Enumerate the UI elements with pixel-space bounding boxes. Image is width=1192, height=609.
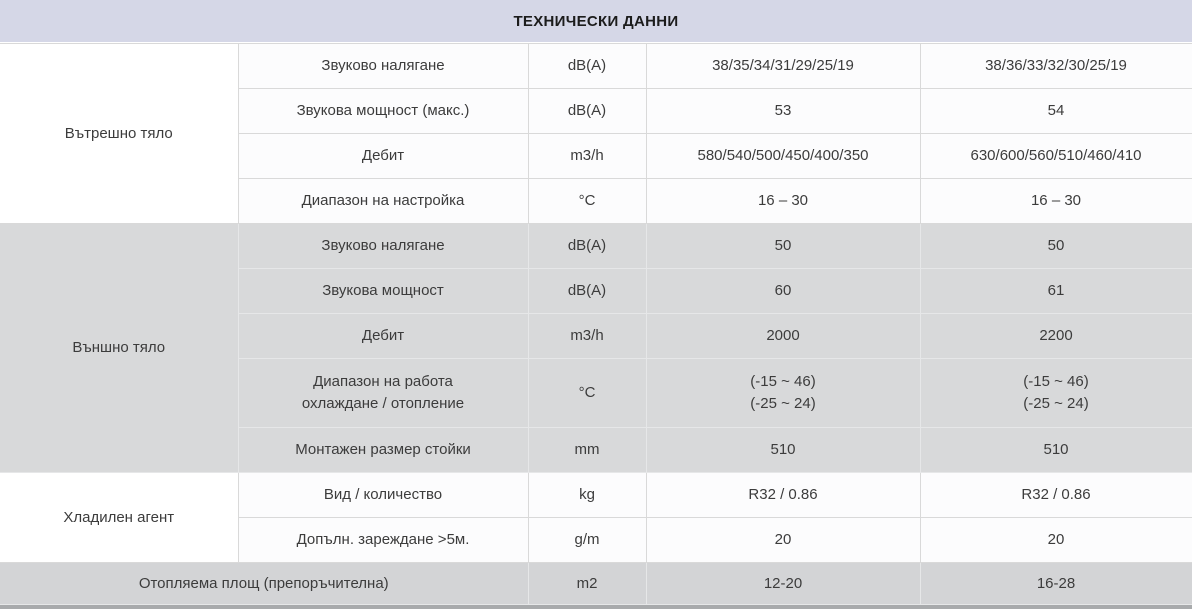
param-cell: Диапазон на настройка <box>238 179 528 224</box>
value1-cell: 60 <box>646 269 920 314</box>
value1-cell: 38/35/34/31/29/25/19 <box>646 44 920 89</box>
value2-cell: 20 <box>920 518 1192 563</box>
value2-cell: R32 / 0.86 <box>920 473 1192 518</box>
unit-cell: dB(A) <box>528 89 646 134</box>
value-line: (-15 ~ 46) <box>1023 373 1089 391</box>
value1-cell: 510 <box>646 428 920 473</box>
value2-cell: 38/36/33/32/30/25/19 <box>920 44 1192 89</box>
param-cell <box>238 359 528 428</box>
param-cell: Звуково налягане <box>238 224 528 269</box>
param-cell: Звукова мощност (макс.) <box>238 89 528 134</box>
value2-cell: 61 <box>920 269 1192 314</box>
value1-cell: 12-20 <box>646 563 920 605</box>
unit-cell: m3/h <box>528 314 646 359</box>
value2-cell: 2200 <box>920 314 1192 359</box>
group-cell-indoor-unit: Вътрешно тяло <box>0 44 238 224</box>
value1-cell: 580/540/500/450/400/350 <box>646 134 920 179</box>
param-cell: Допълн. зареждане >5м. <box>238 518 528 563</box>
param-cell: Звукова мощност <box>238 269 528 314</box>
value1-cell: 16 – 30 <box>646 179 920 224</box>
unit-cell: °C <box>528 359 646 428</box>
value1-cell: 20 <box>646 518 920 563</box>
param-cell: Дебит <box>238 134 528 179</box>
unit-cell: °C <box>528 179 646 224</box>
value2-cell: 54 <box>920 89 1192 134</box>
param-line: охлаждане / отопление <box>301 395 465 412</box>
param-cell: Дебит <box>238 314 528 359</box>
footer-row <box>0 563 1192 605</box>
technical-data-table <box>0 43 1192 605</box>
group-cell-outdoor-unit: Външно тяло <box>0 224 238 473</box>
param-line: Диапазон на работа <box>313 373 453 391</box>
param-cell: Монтажен размер стойки <box>238 428 528 473</box>
unit-cell: dB(A) <box>528 269 646 314</box>
value1-cell: R32 / 0.86 <box>646 473 920 518</box>
unit-cell: m2 <box>528 563 646 605</box>
table-row <box>0 44 1192 89</box>
unit-cell: m3/h <box>528 134 646 179</box>
bottom-strip-divider <box>0 605 1192 609</box>
value2-cell: 16-28 <box>920 563 1192 605</box>
value1-cell: 50 <box>646 224 920 269</box>
value2-cell <box>920 359 1192 428</box>
value2-cell: 16 – 30 <box>920 179 1192 224</box>
group-cell-refrigerant: Хладилен агент <box>0 473 238 563</box>
table-title: ТЕХНИЧЕСКИ ДАННИ <box>0 0 1192 43</box>
value-line: (-15 ~ 46) <box>750 373 816 391</box>
param-cell: Звуково налягане <box>238 44 528 89</box>
value2-cell: 630/600/560/510/460/410 <box>920 134 1192 179</box>
unit-cell: dB(A) <box>528 44 646 89</box>
unit-cell: g/m <box>528 518 646 563</box>
value-line: (-25 ~ 24) <box>750 395 816 412</box>
footer-label-cell: Отопляема площ (препоръчителна) <box>0 563 528 605</box>
table-row <box>0 224 1192 269</box>
table-row <box>0 473 1192 518</box>
unit-cell: kg <box>528 473 646 518</box>
value1-cell <box>646 359 920 428</box>
value1-cell: 53 <box>646 89 920 134</box>
unit-cell: mm <box>528 428 646 473</box>
value1-cell: 2000 <box>646 314 920 359</box>
unit-cell: dB(A) <box>528 224 646 269</box>
value2-cell: 50 <box>920 224 1192 269</box>
param-cell: Вид / количество <box>238 473 528 518</box>
value-line: (-25 ~ 24) <box>1023 395 1089 412</box>
value2-cell: 510 <box>920 428 1192 473</box>
